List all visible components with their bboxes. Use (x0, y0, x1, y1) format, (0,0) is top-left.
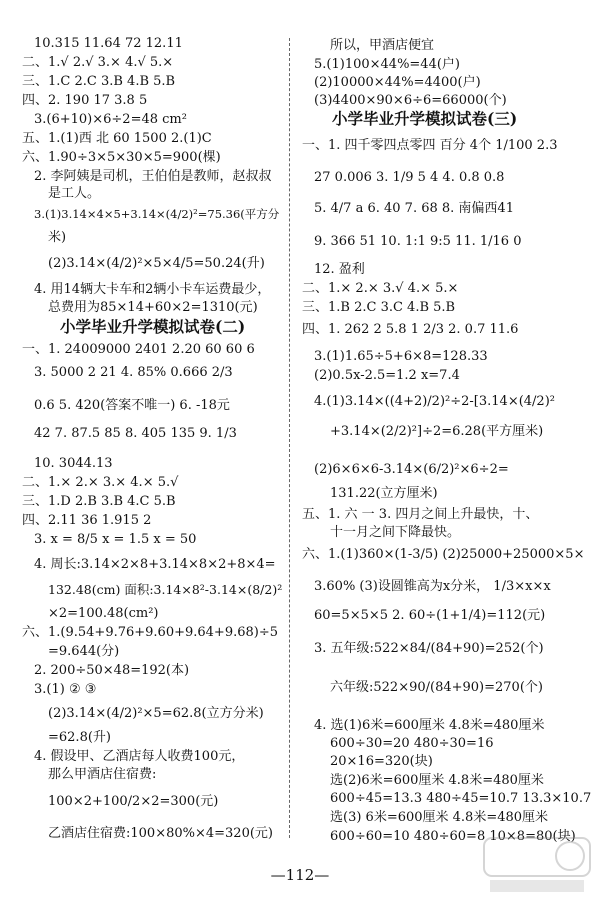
answer-line: (2)6×6×6-3.14×(6/2)²×6÷2= (314, 462, 509, 477)
answer-line: =62.8(升) (48, 730, 111, 745)
answer-line: 3. x = 8/5 x = 1.5 x = 50 (34, 532, 197, 547)
answer-line: 六、1.(9.54+9.76+9.60+9.64+9.68)÷5 (22, 625, 279, 640)
watermark-logo (482, 836, 592, 896)
answer-line: 十一月之间下降最快。 (330, 525, 461, 540)
answer-line: 3. 五年级:522×84/(84+90)=252(个) (314, 641, 544, 656)
answer-line: 三、1.D 2.B 3.B 4.C 5.B (22, 494, 176, 509)
answer-line: 一、1. 24009000 2401 2.20 60 60 6 (22, 342, 255, 357)
answer-line: 选(2)6米=600厘米 4.8米=480厘米 (330, 773, 544, 788)
answer-line: 六年级:522×90/(84+90)=270(个) (330, 680, 543, 695)
answer-line: (2)10000×44%=4400(户) (314, 75, 481, 90)
answer-line: 四、2. 190 17 3.8 5 (22, 93, 148, 108)
answer-line: 乙酒店住宿费:100×80%×4=320(元) (48, 826, 273, 841)
answer-line: 总费用为85×14+60×2=1310(元) (48, 300, 258, 315)
answer-line: 131.22(立方厘米) (330, 486, 438, 501)
answer-line: 三、1.C 2.C 3.B 4.B 5.B (22, 74, 176, 89)
column-divider (289, 38, 290, 838)
answer-line: 二、1.√ 2.√ 3.× 4.√ 5.× (22, 55, 174, 70)
answer-line: (2)3.14×(4/2)²×5=62.8(立方分米) (48, 706, 264, 721)
page-number: —112— (270, 866, 330, 884)
answer-line: 600÷30=20 480÷30=16 (330, 736, 494, 751)
answer-line: 5.(1)100×44%=44(户) (314, 57, 460, 72)
answer-line: 4.(1)3.14×((4+2)/2)²÷2-[3.14×(4/2)² (314, 394, 555, 409)
answer-line: 600÷45=13.3 480÷45=10.7 13.3×10.7 (330, 791, 592, 806)
answer-line: 六、1.90÷3×5×30×5=900(棵) (22, 150, 221, 165)
answer-line: (3)4400×90×6÷6=66000(个) (314, 93, 507, 108)
answer-line: 100×2+100/2×2=300(元) (48, 794, 219, 809)
answer-line: 选(3) 6米=600厘米 4.8米=480厘米 (330, 810, 549, 825)
answer-line: 五、1. 六 一 3. 四月之间上升最快，十、 (302, 507, 539, 522)
answer-line: (2)3.14×(4/2)²×5×4/5=50.24(升) (48, 256, 265, 271)
answer-line: 3.(1)3.14×4×5+3.14×(4/2)²=75.36(平方分 (34, 207, 280, 221)
answer-line: 60=5×5×5 2. 60÷(1+1/4)=112(元) (314, 608, 546, 623)
answer-line: (2)0.5x-2.5=1.2 x=7.4 (314, 368, 460, 383)
answer-line: 一、1. 四千零四点零四 百分 4个 1/100 2.3 (302, 138, 558, 153)
answer-line: 米) (48, 230, 67, 245)
answer-line: 4. 假设甲、乙酒店每人收费100元， (34, 749, 245, 764)
answer-line: 五、1.(1)西 北 60 1500 2.(1)C (22, 131, 212, 146)
section-title: 小学毕业升学模拟试卷(二) (60, 317, 246, 336)
answer-line: 3.(1)1.65÷5+6×8=128.33 (314, 349, 488, 364)
answer-line: 12. 盈利 (314, 262, 365, 277)
answer-line: 600÷60=10 480÷60=8 10×8=80(块) (330, 829, 576, 844)
answer-line: ×2=100.48(cm²) (48, 606, 159, 621)
answer-line: 3.60% (3)设圆锥高为x分米， 1/3×x×x (314, 579, 551, 594)
answer-line: 3.(1) ② ③ (34, 682, 97, 697)
answer-line: 四、1. 262 2 5.8 1 2/3 2. 0.7 11.6 (302, 322, 519, 337)
answer-line: 3. 5000 2 21 4. 85% 0.666 2/3 (34, 365, 233, 380)
answer-line: 四、2.11 36 1.915 2 (22, 513, 152, 528)
answer-line: 10.315 11.64 72 12.11 (34, 36, 183, 51)
answer-line: 9. 366 51 10. 1:1 9:5 11. 1/16 0 (314, 234, 522, 249)
answer-line: 三、1.B 2.C 3.C 4.B 5.B (302, 300, 456, 315)
answer-line: 0.6 5. 420(答案不唯一) 6. -18元 (34, 398, 230, 413)
answer-line: 4. 选(1)6米=600厘米 4.8米=480厘米 (314, 718, 545, 733)
answer-line: 5. 4/7 a 6. 40 7. 68 8. 南偏西41 (314, 201, 514, 216)
answer-line: 132.48(cm) 面积:3.14×8²-3.14×(8/2)² (48, 582, 283, 597)
answer-line: 4. 用14辆大卡车和2辆小卡车运费最少， (34, 282, 271, 297)
answer-line: 2. 李阿姨是司机，王伯伯是教师，赵叔叔 (34, 169, 272, 184)
section-title: 小学毕业升学模拟试卷(三) (332, 109, 518, 128)
answer-line: 27 0.006 3. 1/9 5 4 4. 0.8 0.8 (314, 170, 505, 185)
answer-line: 10. 3044.13 (34, 456, 113, 471)
answer-line: 20×16=320(块) (330, 754, 433, 769)
answer-line: 二、1.× 2.× 3.√ 4.× 5.× (302, 281, 459, 296)
answer-line: 2. 200÷50×48=192(本) (34, 663, 190, 678)
answer-line: 3.(6+10)×6÷2=48 cm² (34, 112, 187, 127)
answer-line: 那么甲酒店住宿费: (48, 767, 157, 782)
answer-line: 4. 周长:3.14×2×8+3.14×8×2+8×4= (34, 557, 276, 572)
answer-line: 所以，甲酒店便宜 (330, 38, 435, 53)
answer-line: 六、1.(1)360×(1-3/5) (2)25000+25000×5× (302, 547, 585, 562)
answer-line: =9.644(分) (48, 644, 120, 659)
answer-line: 是工人。 (48, 186, 101, 201)
answer-line: +3.14×(2/2)²]÷2=6.28(平方厘米) (330, 424, 544, 439)
answer-line: 二、1.× 2.× 3.× 4.× 5.√ (22, 475, 179, 490)
answer-line: 42 7. 87.5 85 8. 405 135 9. 1/3 (34, 426, 237, 441)
